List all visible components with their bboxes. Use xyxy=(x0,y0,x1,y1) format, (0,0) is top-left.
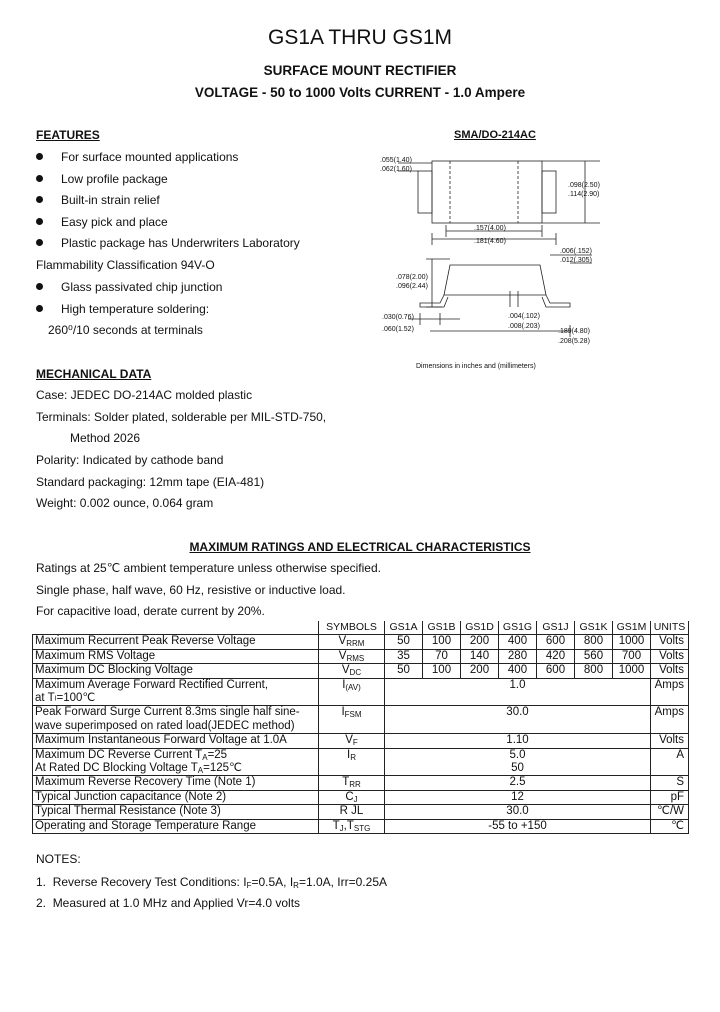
feature-item: Built-in strain relief xyxy=(61,193,160,207)
header-units: UNITS xyxy=(651,621,689,635)
feature-item: For surface mounted applications xyxy=(61,150,239,164)
subtitle-product: SURFACE MOUNT RECTIFIER xyxy=(263,63,457,78)
header-part: GS1B xyxy=(423,621,461,635)
table-row xyxy=(33,706,689,734)
value-cell: 1.10 xyxy=(385,734,651,748)
param-label: Operating and Storage Temperature Range xyxy=(33,819,319,833)
dim-label: .078(2.00) xyxy=(396,274,428,281)
dim-label: .006(.152) xyxy=(560,248,592,255)
param-label: Maximum DC Reverse Current $T_A=25$ At Rated DC Blocking Voltage $T_A=125℃$ xyxy=(33,748,319,776)
param-symbol: $C_J$ xyxy=(319,790,385,804)
param-symbol: $V_{RRM}$ xyxy=(319,635,385,649)
unit-cell: pF xyxy=(651,790,689,804)
value-cell: 35 xyxy=(385,649,423,663)
ratings-note: For capacitive load, derate current by 20%. xyxy=(36,604,265,618)
param-symbol: $V_{DC}$ xyxy=(319,664,385,678)
param-symbol: $T_J,T_{STG}$ xyxy=(319,819,385,833)
mechanical-terminals: Terminals: Solder plated, solderable per MIL-STD-750, xyxy=(36,410,327,424)
value-cell: 200 xyxy=(461,635,499,649)
ratings-note: Single phase, half wave, 60 Hz, resistive or inductive load. xyxy=(36,583,346,597)
note-2: 2. Measured at 1.0 MHz and Applied Vr=4.0 volts xyxy=(36,896,301,910)
notes-heading: NOTES: xyxy=(36,852,81,866)
value-cell: 100 xyxy=(423,664,461,678)
param-label: Maximum Instantaneous Forward Voltage at 1.0A xyxy=(33,734,319,748)
features-heading: FEATURES xyxy=(36,128,100,142)
unit-cell: ℃/W xyxy=(651,805,689,819)
table-row xyxy=(33,819,689,833)
param-label: Maximum Reverse Recovery Time (Note 1) xyxy=(33,776,319,790)
bullet-icon xyxy=(36,175,43,182)
header-part: GS1G xyxy=(499,621,537,635)
dim-label: .055(1.40) xyxy=(380,157,412,164)
package-outline-drawing xyxy=(370,145,610,375)
value-cell: 2.5 xyxy=(385,776,651,790)
value-cell: 400 xyxy=(499,635,537,649)
param-label: Maximum Average Forward Rectified Current, at Tₗ=100℃ xyxy=(33,678,319,706)
table-row xyxy=(33,734,689,748)
param-symbol: $I_R$ xyxy=(319,748,385,776)
dim-label: .008(.203) xyxy=(508,323,540,330)
ratings-heading: MAXIMUM RATINGS AND ELECTRICAL CHARACTERISTICS xyxy=(189,540,531,554)
top-view-lead-right xyxy=(542,171,556,213)
bullet-icon xyxy=(36,153,43,160)
value-cell: 1000 xyxy=(613,664,651,678)
dimensions-caption: Dimensions in inches and (millimeters) xyxy=(416,363,536,370)
table-row xyxy=(33,776,689,790)
unit-cell: A xyxy=(651,748,689,776)
bullet-icon xyxy=(36,196,43,203)
side-view-lead-right xyxy=(542,295,570,307)
unit-cell: Amps xyxy=(651,678,689,706)
unit-cell: ℃ xyxy=(651,819,689,833)
value-cell: 12 xyxy=(385,790,651,804)
ratings-table xyxy=(32,621,689,834)
param-symbol: $V_{RMS}$ xyxy=(319,649,385,663)
value-cell: 400 xyxy=(499,664,537,678)
param-symbol: R JL xyxy=(319,805,385,819)
table-row xyxy=(33,790,689,804)
value-cell: 280 xyxy=(499,649,537,663)
package-label: SMA/DO-214AC xyxy=(454,129,536,141)
dim-label: .098(2.50) xyxy=(568,182,600,189)
table-row xyxy=(33,678,689,706)
feature-continuation: Flammability Classification 94V-O xyxy=(36,258,215,272)
feature-item: High temperature soldering: xyxy=(61,302,210,316)
param-label: Maximum DC Blocking Voltage xyxy=(33,664,319,678)
header-part: GS1A xyxy=(385,621,423,635)
bullet-icon xyxy=(36,239,43,246)
value-cell: 420 xyxy=(537,649,575,663)
unit-cell: Volts xyxy=(651,649,689,663)
table-row xyxy=(33,649,689,663)
table-header-row xyxy=(33,621,689,635)
mechanical-packaging: Standard packaging: 12mm tape (EIA-481) xyxy=(36,475,265,489)
value-cell: 600 xyxy=(537,664,575,678)
dim-label: .030(0.76) xyxy=(382,314,414,321)
note-1: 1. Reverse Recovery Test Conditions: $I_F=0.5A$, $I_R=1.0A$, Irr=0.25A xyxy=(36,875,387,890)
unit-cell: Amps xyxy=(651,706,689,734)
value-cell: 70 xyxy=(423,649,461,663)
value-cell: -55 to +150 xyxy=(385,819,651,833)
feature-item: Low profile package xyxy=(61,172,168,186)
bullet-icon xyxy=(36,283,43,290)
table-row xyxy=(33,664,689,678)
param-label: Typical Thermal Resistance (Note 3) xyxy=(33,805,319,819)
side-view-lead-left xyxy=(420,295,448,307)
unit-cell: Volts xyxy=(651,635,689,649)
unit-cell: S xyxy=(651,776,689,790)
top-view-lead-left xyxy=(418,171,432,213)
header-part: GS1K xyxy=(575,621,613,635)
value-cell: 50 xyxy=(385,664,423,678)
mechanical-heading: MECHANICAL DATA xyxy=(36,367,152,381)
value-cell: 200 xyxy=(461,664,499,678)
header-part: GS1D xyxy=(461,621,499,635)
value-cell: 700 xyxy=(613,649,651,663)
value-cell: 1000 xyxy=(613,635,651,649)
value-cell: 800 xyxy=(575,635,613,649)
top-view-body xyxy=(432,161,542,223)
dim-label: .189(4.80) xyxy=(558,328,590,335)
mechanical-polarity: Polarity: Indicated by cathode band xyxy=(36,453,224,467)
param-symbol: $I_{FSM}$ xyxy=(319,706,385,734)
value-cell: 5.0 50 xyxy=(385,748,651,776)
table-row xyxy=(33,748,689,776)
feature-item: Plastic package has Underwriters Laboratory xyxy=(61,236,300,250)
param-symbol: $I_{(AV)}$ xyxy=(319,678,385,706)
dim-label: .060(1.52) xyxy=(382,326,414,333)
table-row xyxy=(33,635,689,649)
side-view-body xyxy=(444,265,546,295)
value-cell: 1.0 xyxy=(385,678,651,706)
unit-cell: Volts xyxy=(651,734,689,748)
feature-item: Easy pick and place xyxy=(61,215,168,229)
value-cell: 30.0 xyxy=(385,805,651,819)
dim-label: .114(2.90) xyxy=(568,191,600,198)
param-symbol: $T_{RR}$ xyxy=(319,776,385,790)
mechanical-method: Method 2026 xyxy=(70,431,141,445)
value-cell: 600 xyxy=(537,635,575,649)
feature-soldering-detail: 260⁰/10 seconds at terminals xyxy=(48,323,203,337)
value-cell: 140 xyxy=(461,649,499,663)
param-label: Typical Junction capacitance (Note 2) xyxy=(33,790,319,804)
dim-label: .062(1.60) xyxy=(380,166,412,173)
value-cell: 50 xyxy=(385,635,423,649)
value-cell: 560 xyxy=(575,649,613,663)
subtitle-ratings: VOLTAGE - 50 to 1000 Volts CURRENT - 1.0 Ampere xyxy=(194,85,526,100)
unit-cell: Volts xyxy=(651,664,689,678)
bullet-icon xyxy=(36,305,43,312)
ratings-note: Ratings at 25℃ ambient temperature unless otherwise specified. xyxy=(36,561,381,575)
mechanical-weight: Weight: 0.002 ounce, 0.064 gram xyxy=(36,496,214,510)
header-part: GS1M xyxy=(613,621,651,635)
page-title: GS1A THRU GS1M xyxy=(268,26,452,49)
value-cell: 30.0 xyxy=(385,706,651,734)
param-symbol: $V_F$ xyxy=(319,734,385,748)
param-label: Maximum RMS Voltage xyxy=(33,649,319,663)
dim-label: .012(.305) xyxy=(560,257,592,264)
mechanical-case: Case: JEDEC DO-214AC molded plastic xyxy=(36,388,253,402)
value-cell: 800 xyxy=(575,664,613,678)
param-label: Peak Forward Surge Current 8.3ms single half sine- wave superimposed on rated load(JEDEC method) xyxy=(33,706,319,734)
dim-label: .157(4.00) xyxy=(474,225,506,232)
header-symbols: SYMBOLS xyxy=(319,621,385,635)
table-row xyxy=(33,805,689,819)
value-cell: 100 xyxy=(423,635,461,649)
dim-label: .208(5.28) xyxy=(558,338,590,345)
dim-label: .004(.102) xyxy=(508,313,540,320)
param-label: Maximum Recurrent Peak Reverse Voltage xyxy=(33,635,319,649)
bullet-icon xyxy=(36,218,43,225)
header-part: GS1J xyxy=(537,621,575,635)
dim-label: .096(2.44) xyxy=(396,283,428,290)
feature-item: Glass passivated chip junction xyxy=(61,280,223,294)
dim-label: .181(4.60) xyxy=(474,238,506,245)
